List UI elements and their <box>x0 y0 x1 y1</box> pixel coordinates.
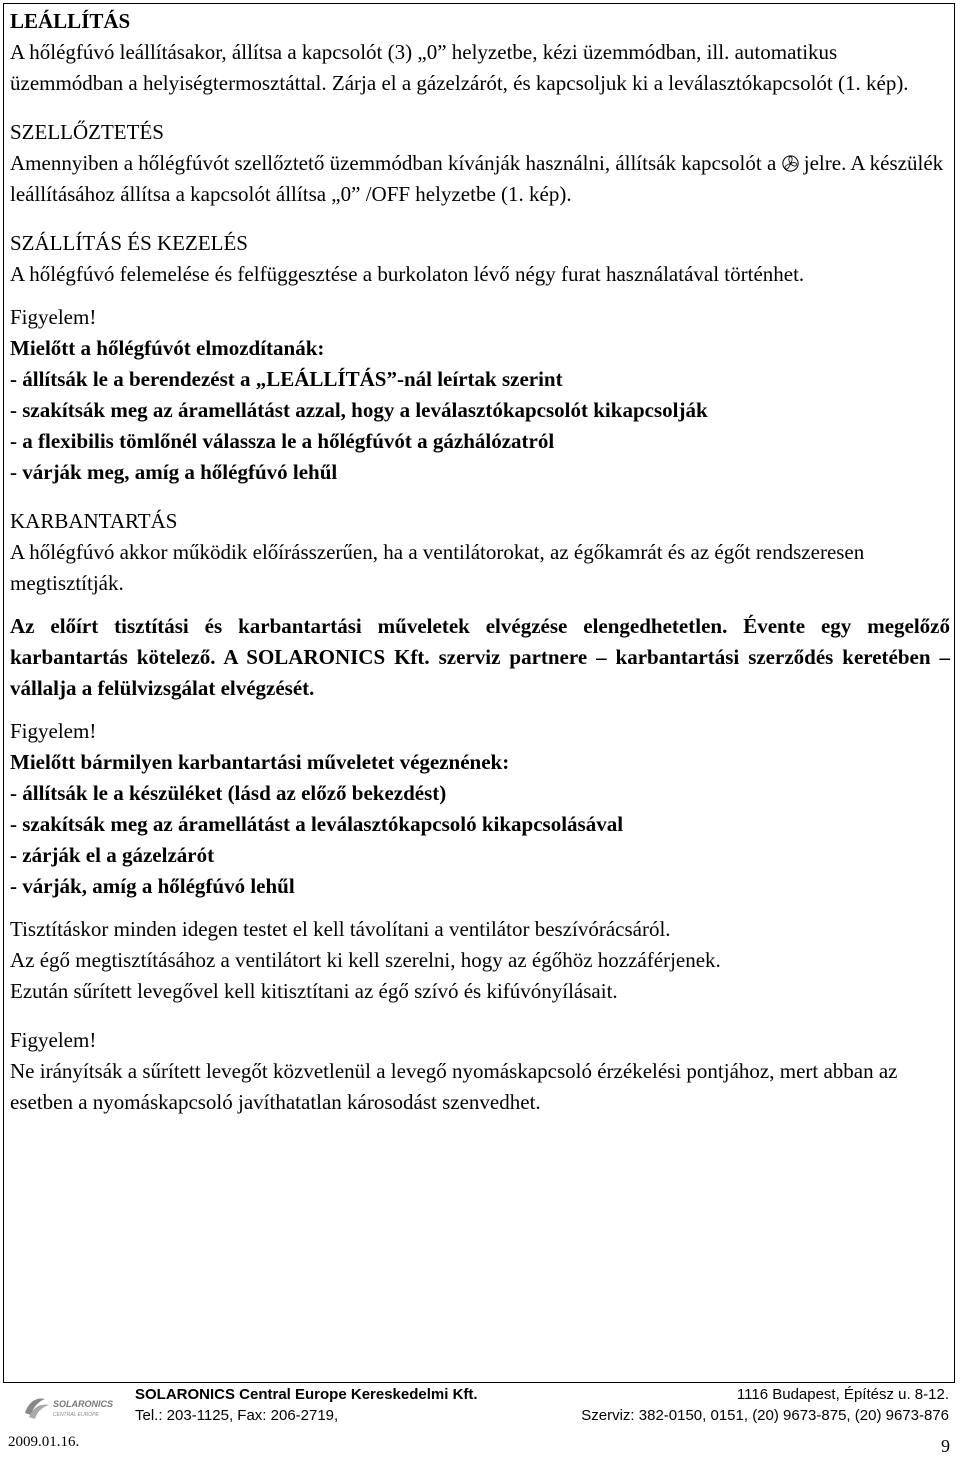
svg-text:CENTRAL EUROPE: CENTRAL EUROPE <box>53 1412 99 1418</box>
footer <box>3 1383 955 1428</box>
heading-leallitas: LEÁLLÍTÁS <box>10 9 131 33</box>
heading-szallitas: SZÁLLÍTÁS ÉS KEZELÉS <box>10 231 248 255</box>
fan-icon <box>782 155 799 172</box>
warning-intro: Mielőtt a hőlégfúvót elmozdítanák: <box>10 336 325 360</box>
page-number: 9 <box>941 1436 950 1456</box>
list-item: - várják, amíg a hőlégfúvó lehűl <box>10 874 295 898</box>
cleaning-line: Tisztításkor minden idegen testet el kell távolítani a ventilátor beszívórácsáról. <box>10 917 671 941</box>
heading-szelloztetes: SZELLŐZTETÉS <box>10 120 164 144</box>
list-item: - szakítsák meg az áramellátást a leválasztókapcsoló kikapcsolásával <box>10 812 624 836</box>
footer-date: 2009.01.16. <box>8 1434 80 1450</box>
list-item: - állítsák le a berendezést a „LEÁLLÍTÁS”-nál leírtak szerint <box>10 367 563 391</box>
warning-intro: Mielőtt bármilyen karbantartási műveletet végeznének: <box>10 750 510 774</box>
warning-label: Figyelem! <box>10 305 97 329</box>
list-item: - szakítsák meg az áramellátást azzal, hogy a leválasztókapcsolót kikapcsolják <box>10 398 708 422</box>
footer-phone: Tel.: 203-1125, Fax: 206-2719, <box>135 1407 339 1424</box>
footer-service: Szerviz: 382-0150, 0151, (20) 9673-875, (20) 9673-876 <box>581 1407 949 1424</box>
footer-company: SOLARONICS Central Europe Kereskedelmi Kft. <box>135 1386 478 1403</box>
warning-text: Ne irányítsák a sűrített levegőt közvetlenül a levegő nyomáskapcsoló érzékelési pontjához, mert abban az esetben a nyomáskapcsoló javíthatatlan károsodást szenvedhet. <box>10 1059 898 1114</box>
cleaning-line: Ezután sűrített levegővel kell kitisztítani az égő szívó és kifúvónyílásait. <box>10 979 618 1003</box>
warning-label: Figyelem! <box>10 719 97 743</box>
text-leallitas: A hőlégfúvó leállításakor, állítsa a kapcsolót (3) „0” helyzetbe, kézi üzemmódban, ill. automatikus üzemmódban a helyiségtermosztáttal. Zárja el a gázelzárót, és kapcsoljuk ki a leválasztókapcsolót (1. kép). <box>10 40 909 95</box>
footer-address: 1116 Budapest, Építész u. 8-12. <box>736 1386 949 1403</box>
cleaning-line: Az égő megtisztításához a ventilátort ki kell szerelni, hogy az égőhöz hozzáférjenek. <box>10 948 721 972</box>
warning-block <box>10 747 950 902</box>
text-karbantartas-bold: Az előírt tisztítási és karbantartási műveletek elvégzése elengedhetetlen. Évente egy megelőző karbantartás kötelező. A SOLARONICS Kft. szerviz partnere – karbantartási szerződés keretében – vállalja a felülvizsgálat elvégzését. <box>10 614 950 700</box>
warning-block <box>10 333 950 488</box>
list-item: - zárják el a gázelzárót <box>10 843 215 867</box>
heading-karbantartas: KARBANTARTÁS <box>10 509 178 533</box>
text-szelloztetes: Amennyiben a hőlégfúvót szellőztető üzemmódban kívánják használni, állítsák kapcsolót a jelre. A készülék leállításához állítsa a kapcsolót állítsa „0” /OFF helyzetbe (1. kép). <box>10 151 944 206</box>
solaronics-logo <box>23 1393 123 1423</box>
text-szallitas: A hőlégfúvó felemelése és felfüggesztése a burkolaton lévő négy furat használatával történhet. <box>10 262 805 286</box>
warning-label: Figyelem! <box>10 1028 97 1052</box>
svg-text:SOLARONICS: SOLARONICS <box>53 1399 114 1409</box>
list-item: - állítsák le a készüléket (lásd az előző bekezdést) <box>10 781 447 805</box>
text-karbantartas: A hőlégfúvó akkor működik előírásszerűen, ha a ventilátorokat, az égőkamrát és az égőt rendszeresen megtisztítják. <box>10 540 865 595</box>
list-item: - a flexibilis tömlőnél válassza le a hőlégfúvót a gázhálózatról <box>10 429 555 453</box>
list-item: - várják meg, amíg a hőlégfúvó lehűl <box>10 460 338 484</box>
document-body <box>10 6 950 1118</box>
